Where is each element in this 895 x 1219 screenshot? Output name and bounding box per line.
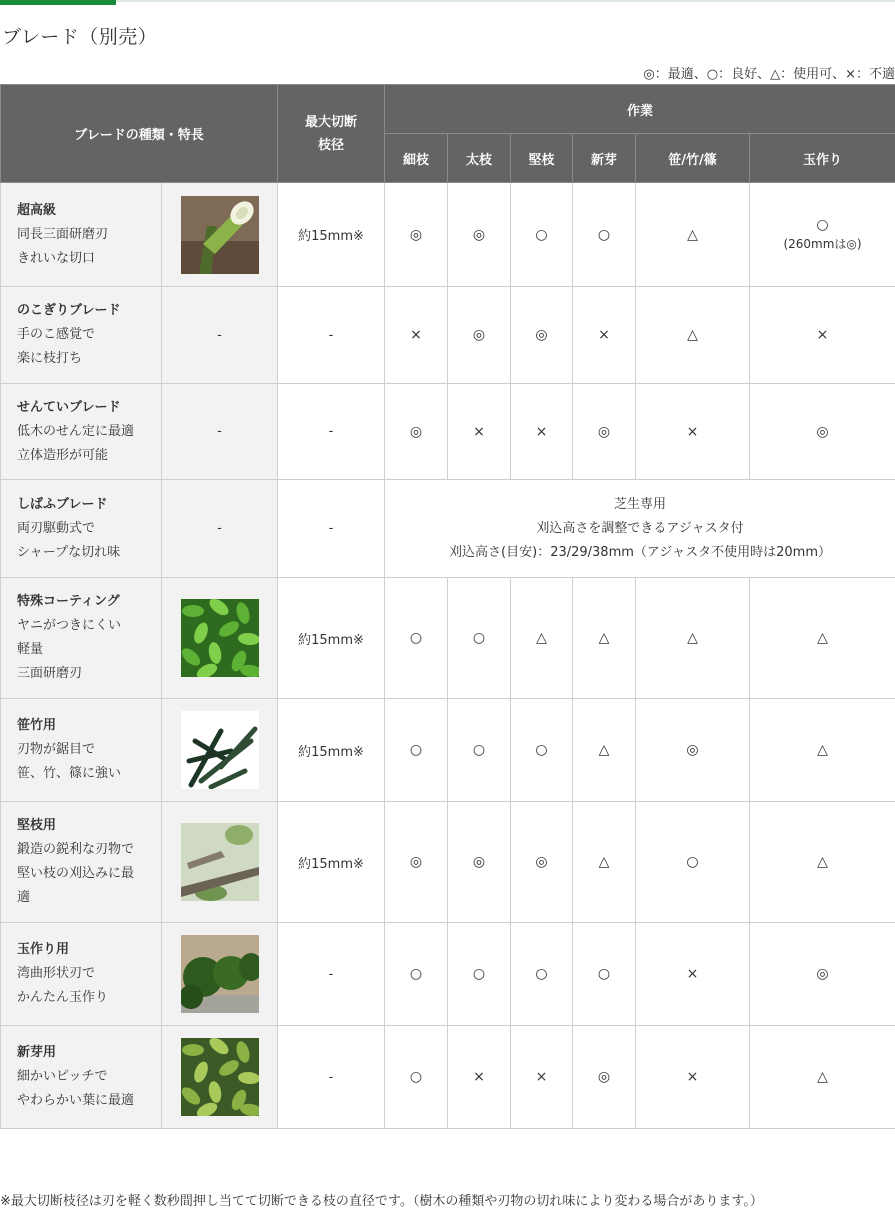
rating-symbol: ○ [409,630,423,646]
rating-cell [385,183,448,287]
rating-cell [511,384,573,480]
header-task-bamboo: 笹/竹/篠 [636,134,750,183]
blade-feature: 三面研磨刃 [17,666,83,681]
rating-symbol: ◎ [535,854,548,870]
max-cut-value [278,384,385,480]
rating-cell [385,699,448,802]
max-cut-text: - [328,1069,334,1085]
blade-feature: 適 [17,890,31,905]
header-work: 作業 [385,85,895,134]
rating-cell [573,384,636,480]
blade-name: 特殊コーティング [17,594,120,609]
max-cut-value [278,1026,385,1129]
rating-symbol: ○ [816,217,829,233]
blade-feature: 湾曲形状刃で [17,966,96,981]
blade-photo [162,287,278,384]
blade-feature: 立体造形が可能 [17,447,109,463]
blade-feature: シャープな切れ味 [17,544,121,560]
top-rule [0,0,895,2]
max-cut-value [278,802,385,923]
rating-cell [448,802,511,923]
table-row [1,1026,895,1129]
rating-symbol: × [535,1069,548,1085]
blade-photo [162,923,278,1026]
rating-cell [448,923,511,1026]
blade-photo [162,578,278,699]
rating-symbol: ◎ [816,423,829,440]
rating-symbol: ◎ [597,1069,611,1085]
rating-symbol: ◎ [472,327,486,343]
new-leaves-photo [181,1038,259,1116]
rating-cell [511,923,573,1026]
rating-cell [385,384,448,480]
table-row [1,183,895,287]
rating-cell [448,384,511,480]
rating-symbol: × [816,327,829,343]
rating-cell [750,1026,895,1129]
blade-info [1,384,162,480]
blade-photo [162,480,278,578]
no-photo-dash: - [217,424,222,439]
rating-symbol: × [598,327,610,343]
rating-symbol: ○ [535,226,548,243]
rating-cell [385,1026,448,1129]
rating-cell [636,699,750,802]
rating-symbol: ○ [597,966,611,982]
rating-cell [636,578,750,699]
no-photo-dash: - [217,327,222,343]
rating-symbol: ◎ [816,966,829,982]
rating-cell [511,802,573,923]
blade-feature: 堅い枝の刈込みに最 [17,866,135,881]
rating-cell [636,384,750,480]
blade-photo [162,802,278,923]
rating-cell [448,287,511,384]
rating-cell [448,183,511,287]
rating-cell [385,802,448,923]
cut-branch-photo [181,196,259,274]
rating-cell [573,183,636,287]
header-task-thick: 太枝 [448,134,511,183]
rating-symbol: △ [598,630,610,646]
rating-cell [573,1026,636,1129]
rating-symbol: ○ [472,966,486,982]
rating-symbol: ◎ [409,226,423,243]
rating-symbol: ◎ [472,854,486,870]
max-cut-text: 約15mm※ [298,229,364,244]
header-max-cut-line1: 最大切断 [305,114,358,130]
blade-feature: 笹、竹、篠に強い [17,766,122,781]
blade-name: 堅枝用 [17,818,57,833]
max-cut-value [278,287,385,384]
rating-cell [448,1026,511,1129]
rating-symbol: ○ [535,966,548,982]
blade-info [1,802,162,923]
table-row [1,578,895,699]
rating-symbol: ○ [409,1069,423,1085]
rating-symbol: × [410,327,422,343]
blade-feature: やわらかい葉に最適 [17,1093,135,1108]
blade-feature: 楽に枝打ち [17,351,83,366]
hard-branch-photo [181,823,259,901]
rating-cell [750,699,895,802]
rating-symbol: △ [536,630,547,646]
blade-feature: 低木のせん定に最適 [17,423,135,439]
rating-cell [511,183,573,287]
blade-feature: きれいな切口 [17,250,96,266]
blade-feature: 同長三面研磨刃 [17,226,109,242]
rating-symbol: △ [817,854,828,870]
rating-symbol: ○ [409,742,423,758]
max-cut-value [278,699,385,802]
no-photo-dash: - [217,521,222,536]
rating-cell [448,699,511,802]
table-row [1,384,895,480]
table-row [1,923,895,1026]
rating-cell [385,923,448,1026]
rating-symbol: ◎ [535,327,548,343]
max-cut-text: 約15mm※ [298,632,364,648]
rating-cell [385,287,448,384]
max-cut-value [278,923,385,1026]
blade-name: しばふブレード [17,496,108,512]
rating-symbol: △ [817,742,828,758]
header-task-hard: 堅枝 [511,134,573,183]
rating-symbol: ◎ [409,854,423,870]
rating-symbol: △ [817,630,828,646]
header-max-cut [278,85,385,183]
max-cut-text: - [328,327,334,343]
blade-feature: ヤニがつきにくい [17,618,122,633]
top-rule-accent [0,0,116,5]
rating-symbol: △ [598,742,610,758]
blade-name: 笹竹用 [17,718,57,733]
blade-info [1,183,162,287]
rating-symbol: × [686,1069,699,1085]
rating-cell [750,287,895,384]
rating-cell [573,578,636,699]
rating-cell [385,578,448,699]
rating-cell [636,802,750,923]
blade-feature: 軽量 [17,642,44,657]
rating-symbol: ◎ [597,423,611,440]
max-cut-text: 約15mm※ [298,856,364,872]
rating-cell [448,578,511,699]
rating-symbol: ○ [472,630,486,646]
blade-photo [162,183,278,287]
blade-info [1,480,162,578]
table-row [1,802,895,923]
leaves-photo [181,599,259,677]
blade-info [1,923,162,1026]
max-cut-value [278,480,385,578]
rating-symbol: △ [817,1069,828,1085]
header-task-sprout: 新芽 [573,134,636,183]
rating-symbol: △ [598,854,610,870]
max-cut-value [278,578,385,699]
topiary-photo [181,935,259,1013]
blade-photo [162,1026,278,1129]
rating-symbol: ○ [535,742,548,758]
rating-cell [573,802,636,923]
rating-symbol: ◎ [472,226,486,243]
rating-cell [511,287,573,384]
blade-name: 超高級 [17,202,57,218]
rating-cell [750,923,895,1026]
rating-cell [511,578,573,699]
max-cut-value [278,183,385,287]
rating-legend: ◎：最適、○：良好、△：使用可、×：不適 [643,67,895,82]
blade-feature: かんたん玉作り [17,990,109,1005]
header-task-thin: 細枝 [385,134,448,183]
table-row [1,287,895,384]
lawn-note-line: 刈込高さを調整できるアジャスタ付 [536,520,744,536]
blade-spec-table [0,84,895,1129]
header-max-cut-line2: 枝径 [318,137,345,153]
blade-feature: 刃物が鋸目で [17,742,96,757]
rating-cell [511,699,573,802]
rating-symbol: × [686,966,699,982]
footnote: ※最大切断枝径は刃を軽く数秒間押し当てて切断できる枝の直径です。（樹木の種類や刃物の切れ味により変わる場合があります。） [0,1194,763,1209]
header-blade-type: ブレードの種類・特長 [1,85,278,183]
blade-info [1,578,162,699]
rating-symbol: × [473,1069,485,1085]
rating-symbol: ◎ [409,423,423,440]
blade-feature: 手のこ感覚で [17,327,96,342]
rating-symbol: △ [687,327,698,343]
rating-note: (260mmは◎) [783,237,862,251]
section-title: ブレード（別売） [2,26,158,48]
rating-cell [573,699,636,802]
table-row [1,480,895,578]
rating-cell [750,802,895,923]
blade-info [1,699,162,802]
rating-cell [511,1026,573,1129]
rating-symbol: △ [687,226,698,243]
max-cut-text: 約15mm※ [298,744,364,760]
rating-cell [750,578,895,699]
rating-symbol: × [473,423,485,440]
blade-info [1,1026,162,1129]
table-row [1,699,895,802]
rating-cell [636,183,750,287]
blade-photo [162,699,278,802]
blade-name: せんていブレード [17,399,121,415]
blade-feature: 細かいピッチで [17,1069,108,1084]
lawn-note-line: 刈込高さ(目安)：23/29/38mm（アジャスタ不使用時は20mm） [449,544,831,560]
blade-name: 新芽用 [17,1045,57,1060]
rating-cell [636,287,750,384]
blade-feature: 両刃駆動式で [17,520,96,536]
rating-symbol: × [535,423,548,440]
rating-symbol: △ [687,630,698,646]
rating-cell [573,923,636,1026]
rating-symbol: ○ [409,966,423,982]
blade-info [1,287,162,384]
rating-cell [636,923,750,1026]
lawn-note-line: 芝生専用 [614,496,667,512]
rating-symbol: × [686,423,699,440]
max-cut-text: - [328,966,334,982]
rating-cell [636,1026,750,1129]
blade-name: 玉作り用 [17,942,70,957]
rating-cell [573,287,636,384]
blade-feature: 鍛造の鋭利な刃物で [17,842,135,857]
blade-name: のこぎりブレード [17,303,121,318]
header-task-topiary: 玉作り [750,134,895,183]
max-cut-text: - [328,424,334,439]
rating-symbol: ○ [597,226,611,243]
lawn-only-note [385,480,895,578]
rating-symbol: ◎ [686,742,699,758]
rating-cell [750,384,895,480]
rating-symbol: ○ [686,854,699,870]
bamboo-photo [181,711,259,789]
rating-symbol: ○ [472,742,486,758]
max-cut-text: - [328,521,334,536]
blade-photo [162,384,278,480]
rating-cell [750,183,895,287]
